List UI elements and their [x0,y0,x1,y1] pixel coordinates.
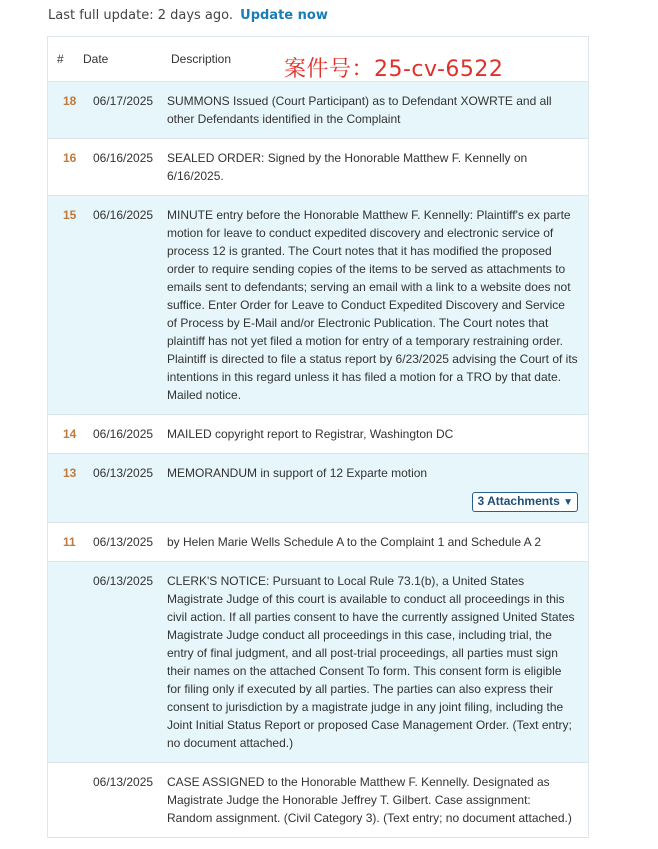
entry-number[interactable]: 15 [63,208,77,222]
entry-date: 06/13/2025 [93,535,154,549]
docket-entry-row [48,763,588,838]
column-header-description: Description [171,52,232,66]
docket-table [47,36,589,838]
entry-date: 06/17/2025 [93,94,154,108]
column-header-number: # [57,52,64,66]
docket-entry-row [48,523,588,562]
entry-description: by Helen Marie Wells Schedule A to the Complaint 1 and Schedule A 2 [167,535,542,549]
docket-entry-row [48,196,588,415]
case-number-watermark: 案件号：25-cv-6522 [284,57,504,82]
entry-number[interactable]: 13 [63,466,77,480]
docket-header-row [48,36,588,82]
docket-entry-row [48,454,588,523]
attachments-label: 3 Attachments [477,494,560,508]
entry-description: CLERK'S NOTICE: Pursuant to Local Rule 73.1(b), a United States Magistrate Judge of this court is available to conduct all proceedings in this civil action. If all parties consent to have the currently assigned United States Magistrate Judge conduct all proceedings in this case, including trial, the entry of final judgment, and all post-trial proceedings, all parties must sign their names on the attached Consent To form. This consent form is eligible for filing only if executed by all parties. The parties can also express their consent to jurisdiction by a magistrate judge in any joint filing, including the Joint Initial Status Report or proposed Case Management Order. (Text entry; no document attached.) [167,574,575,750]
update-bar [48,8,328,23]
docket-entry-row [48,562,588,763]
entry-date: 06/13/2025 [93,466,154,480]
entry-date: 06/16/2025 [93,151,154,165]
entry-date: 06/13/2025 [93,775,154,789]
entry-date: 06/16/2025 [93,427,154,441]
entry-date: 06/13/2025 [93,574,154,588]
entry-description: SEALED ORDER: Signed by the Honorable Matthew F. Kennelly on 6/16/2025. [167,151,528,183]
docket-entry-row [48,82,588,139]
entry-description: MEMORANDUM in support of 12 Exparte motion [167,466,428,480]
docket-entry-row [48,415,588,454]
attachments-container [48,492,578,512]
update-now-link[interactable]: Update now [240,8,328,23]
entry-number[interactable]: 18 [63,94,77,108]
docket-entry-row [48,139,588,196]
entry-description: CASE ASSIGNED to the Honorable Matthew F. Kennelly. Designated as Magistrate Judge the Honorable Jeffrey T. Gilbert. Case assignment: Random assignment. (Civil Category 3). (Text entry; no document attached.) [167,775,572,825]
entry-description: MINUTE entry before the Honorable Matthew F. Kennelly: Plaintiff's ex parte motion for leave to conduct expedited discovery and electronic service of process 12 is granted. The Court notes that it has modified the proposed order to require sending copies of the items to be served as attachments to emails sent to defendants; serving an email with a link to a website does not suffice. Enter Order for Leave to Conduct Expedited Discovery and Service of Process by E-Mail and/or Electronic Publication. The Court notes that plaintiff has not yet filed a motion for entry of a temporary restraining order. Plaintiff is directed to file a status report by 6/23/2025 advising the Court of its intentions in this regard unless it has filed a motion for a TRO by that date. Mailed notice. [167,208,578,402]
entry-date: 06/16/2025 [93,208,154,222]
entry-number[interactable]: 11 [63,535,76,549]
entry-number[interactable]: 16 [63,151,77,165]
entry-number[interactable]: 14 [63,427,77,441]
entry-description: MAILED copyright report to Registrar, Washington DC [167,427,454,441]
triangle-down-icon: ▼ [563,497,573,508]
column-header-date: Date [83,52,109,66]
last-update-text: Last full update: 2 days ago. [48,8,233,23]
attachments-toggle-button[interactable] [472,492,579,512]
entry-description: SUMMONS Issued (Court Participant) as to Defendant XOWRTE and all other Defendants identified in the Complaint [167,94,552,126]
